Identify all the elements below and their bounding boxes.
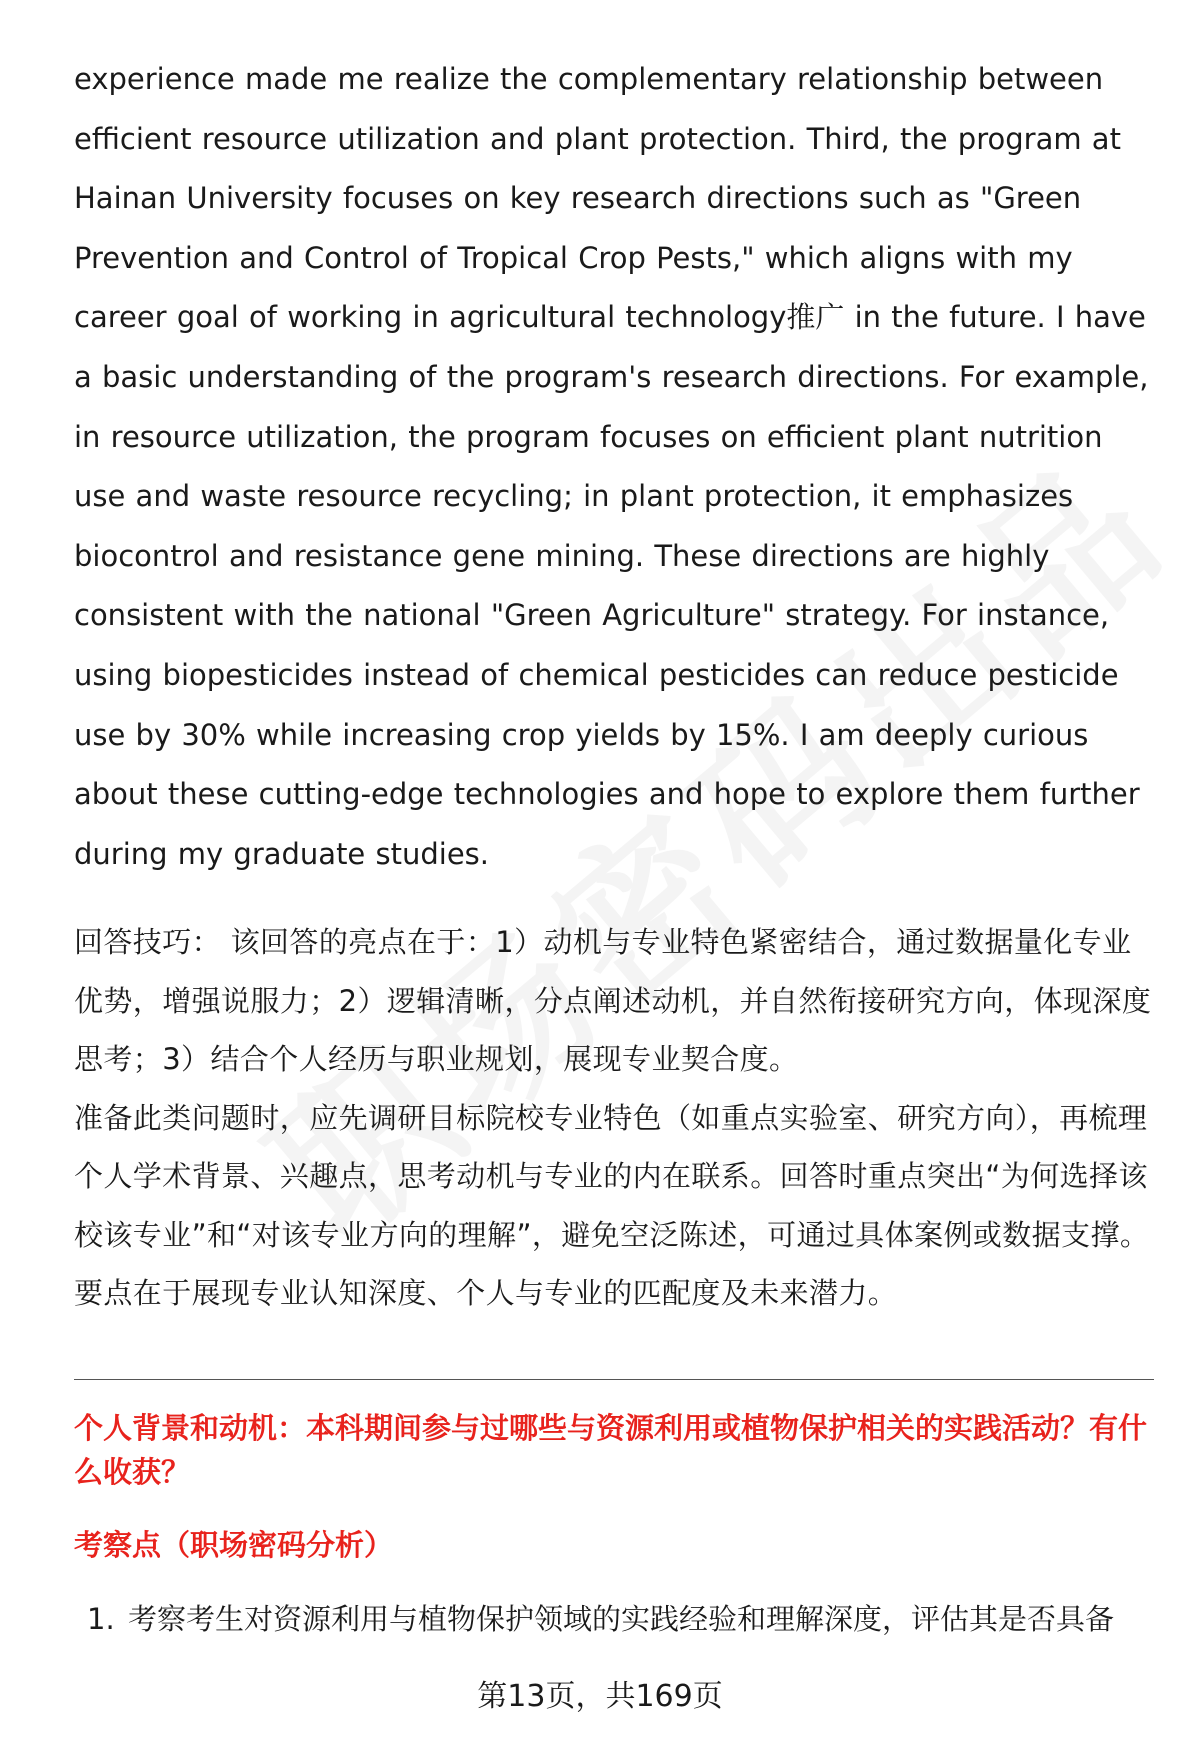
assessment-heading: 考察点（职场密码分析） [74, 1528, 394, 1562]
tips-paragraph [74, 913, 1154, 1089]
question-heading: 个人背景和动机：本科期间参与过哪些与资源利用或植物保护相关的实践活动？有什么收获？ [74, 1411, 1148, 1489]
assessment-list [74, 1597, 1154, 1641]
list-item [74, 1597, 1154, 1641]
answer-paragraph: experience made me realize the complementary relationship between efficient resource utilization and plant protection. Third, the program at Hainan University focuses on key research directions such as "Green Prevention and Control of Tropical Crop Pests," which aligns with my career goal of working in agricultural technology推广 in the future. I have a basic understanding of the program's research directions. For example, in resource utilization, the program focuses on efficient plant nutrition use and waste resource recycling; in plant protection, it emphasizes biocontrol and resistance gene mining. These directions are highly consistent with the national "Green Agriculture" strategy. For instance, using biopesticides instead of chemical pesticides can reduce pesticide use by 30% while increasing crop yields by 15%. I am deeply curious about these cutting-edge technologies and hope to explore them further during my graduate studies. [74, 62, 1149, 871]
page-number: 第13页，共169页 [477, 1679, 723, 1714]
tips-text: 该回答的亮点在于：1）动机与专业特色紧密结合，通过数据量化专业优势，增强说服力；2）逻辑清晰，分点阐述动机，并自然衔接研究方向，体现深度思考；3）结合个人经历与职业规划，展现专业契合度。 [74, 925, 1152, 1077]
tips-advice: 准备此类问题时，应先调研目标院校专业特色（如重点实验室、研究方向），再梳理个人学术背景、兴趣点，思考动机与专业的内在联系。回答时重点突出“为何选择该校该专业”和“对该专业方向的理解”，避免空泛陈述，可通过具体案例或数据支撑。要点在于展现专业认知深度、个人与专业的匹配度及未来潜力。 [74, 1100, 1150, 1311]
main-content [74, 50, 1154, 1323]
list-item-number: 1. [87, 1602, 115, 1636]
tips-label: 回答技巧： [74, 925, 222, 960]
answer-tips [74, 913, 1154, 1323]
section-divider [74, 1379, 1154, 1380]
list-item-text: 考察考生对资源利用与植物保护领域的实践经验和理解深度，评估其是否具备 [128, 1602, 1115, 1636]
